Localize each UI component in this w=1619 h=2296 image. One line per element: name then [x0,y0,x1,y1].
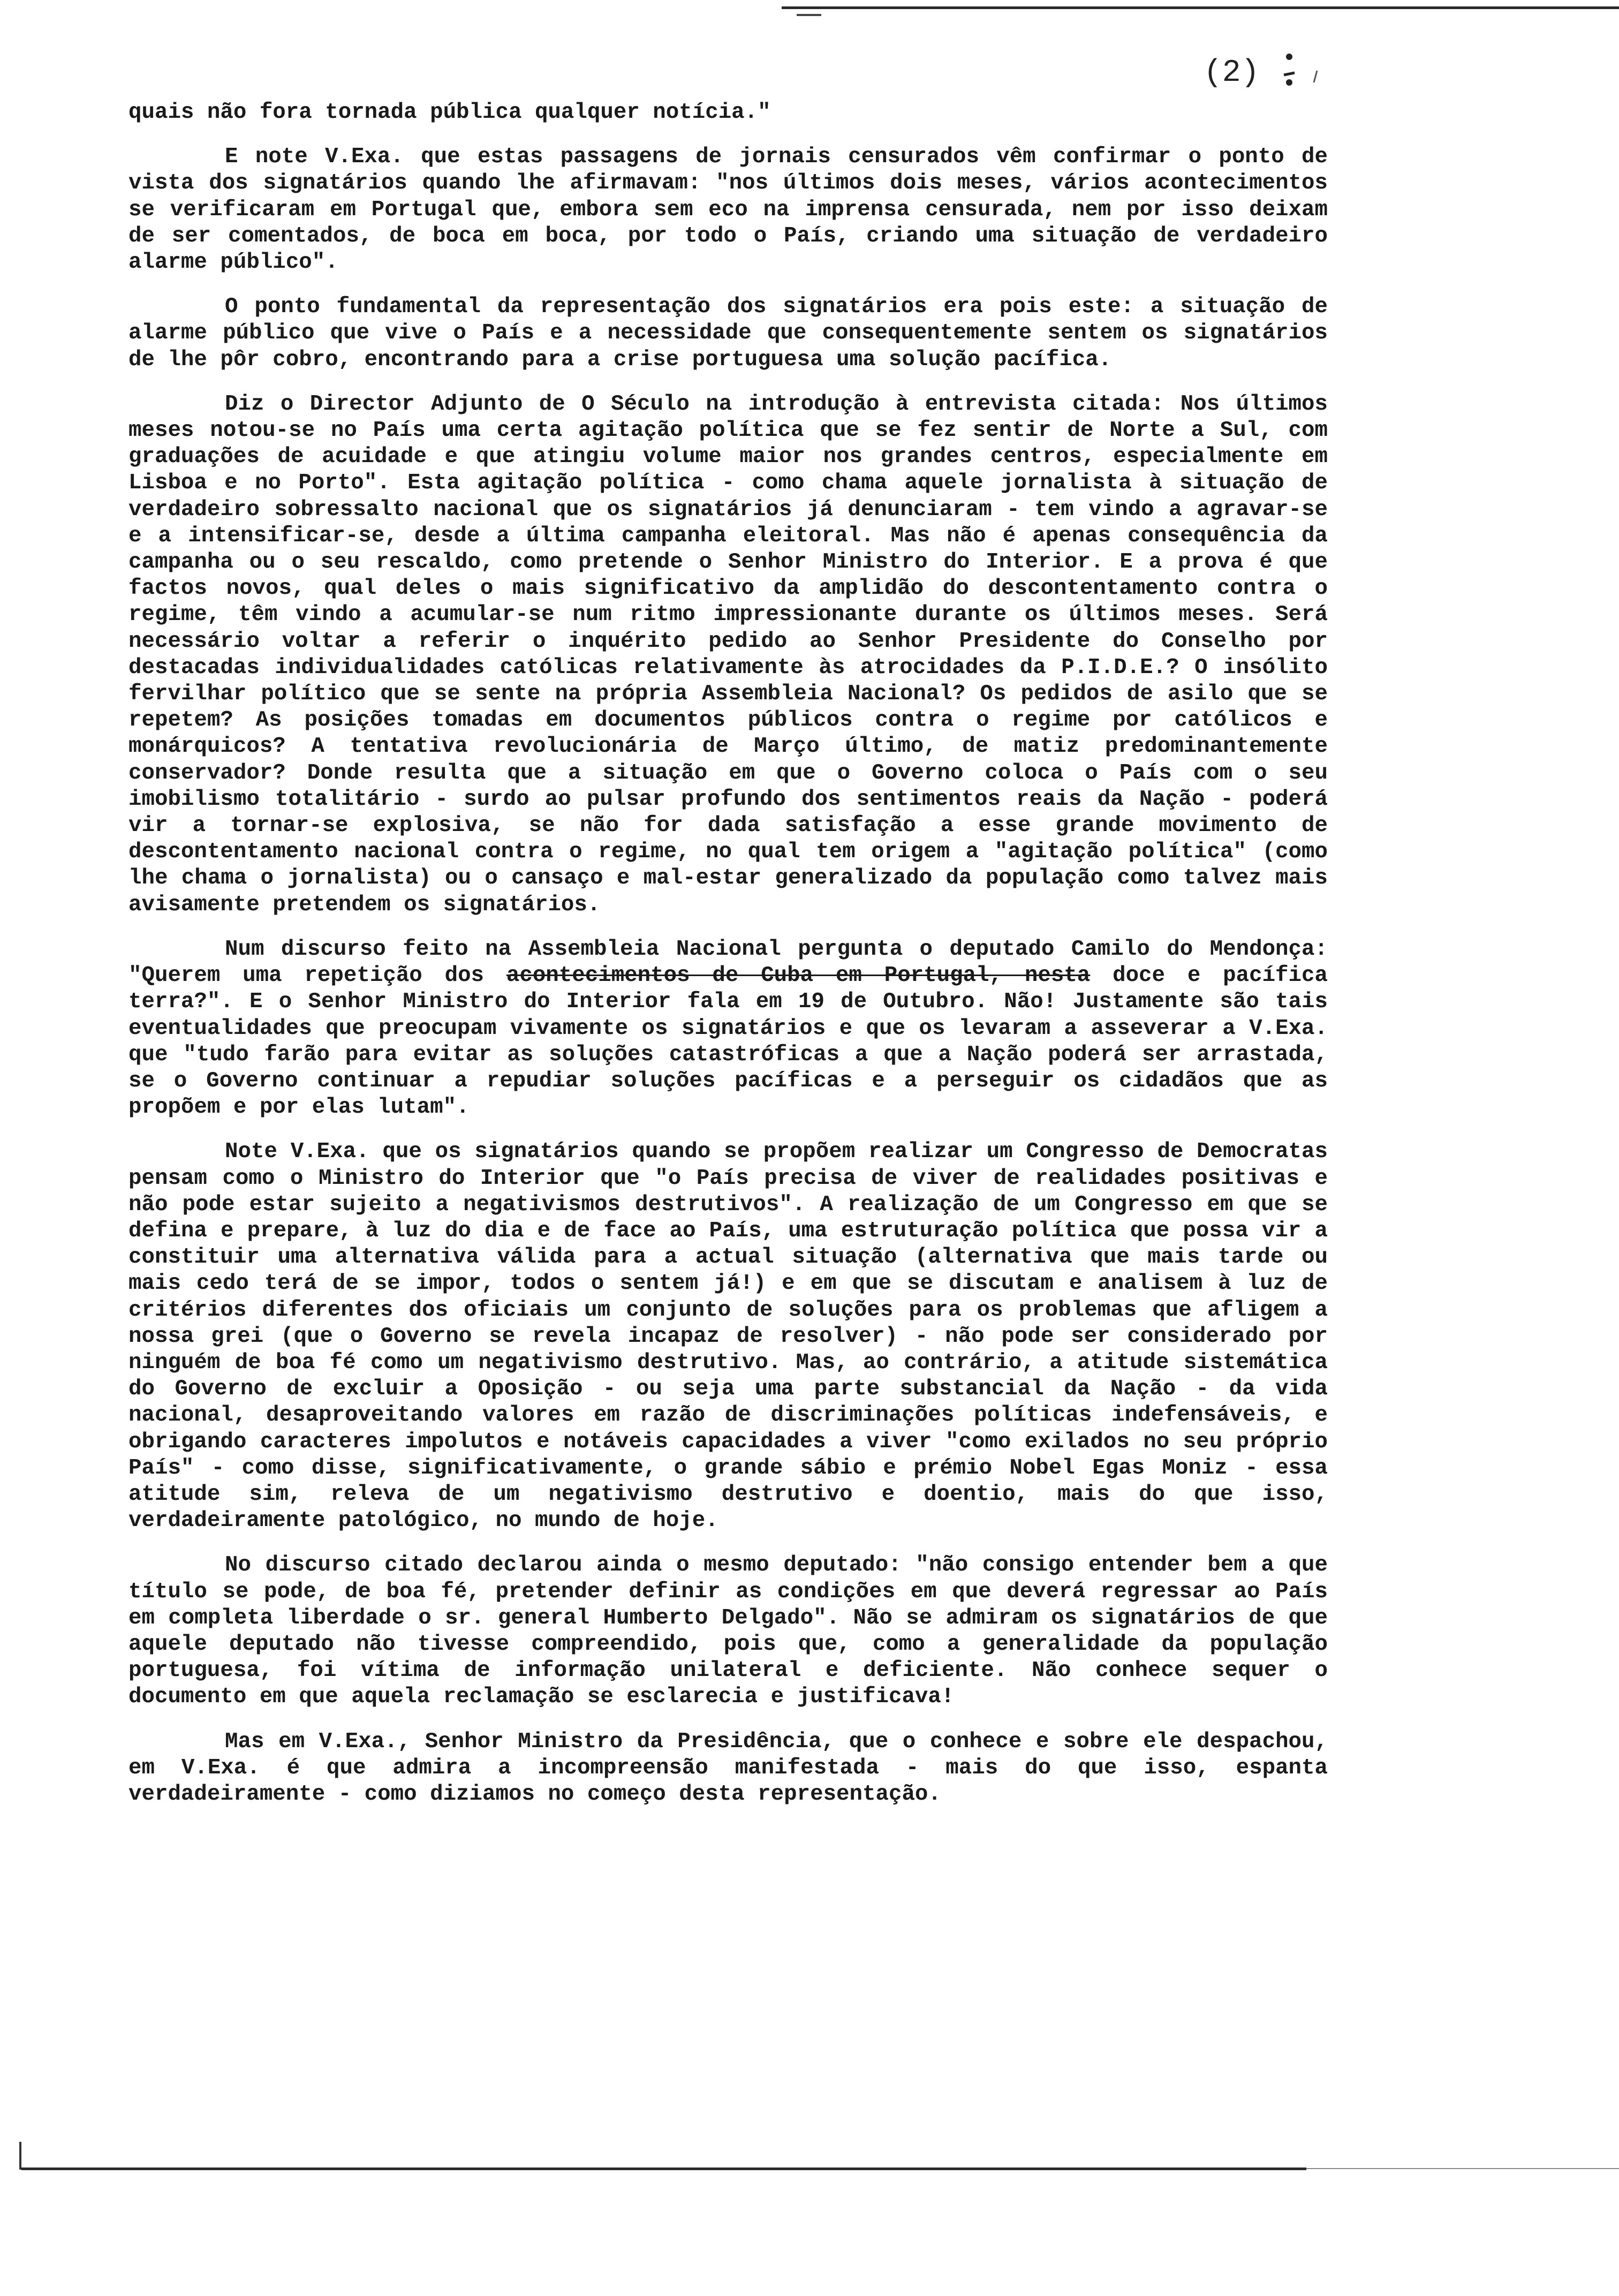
letter-body [128,100,1328,1826]
paragraph-congress-democrats: Note V.Exa. que os signatários quando se propõem realizar um Congresso de Democratas pensam como o Ministro do Interior que "o País precisa de viver de realidades positivas e não pode estar sujeito a negativismos destrutivos". A realização de um Congresso em que se defina e prepare, à luz do dia e de face ao País, uma estruturação política que possa vir a constituir uma alternativa válida para a actual situação (alternativa que mais tarde ou mais cedo terá de se impor, todos o sentem já!) e em que se discutam e analisem à luz de critérios diferentes dos oficiais um conjunto de soluções para os problemas que afligem a nossa grei (que o Governo se revela incapaz de resolver) - não pode ser considerado por ninguém de boa fé como um negativismo destrutivo. Mas, ao contrário, a atitude sistemática do Governo de excluir a Oposição - ou seja uma parte substancial da Nação - da vida nacional, desaproveitando valores em razão de discriminações políticas indefensáveis, e obrigando caracteres impolutos e notáveis capacidades a viver "como exilados no seu próprio País" - como disse, significativamente, o grande sábio e prémio Nobel Egas Moniz - essa atitude sim, releva de um negativismo destrutivo e doentio, mais do que isso, verdadeiramente patológico, no mundo de hoje. [128,1139,1328,1534]
page-number: (2) [1204,56,1260,90]
paragraph-director-seculo: Diz o Director Adjunto de O Século na introdução à entrevista citada: Nos últimos meses notou-se no País uma certa agitação política que se fez sentir de Norte a Sul, com graduações de acuidade e que atingiu volume maior nos grandes centros, especialmente em Lisboa e no Porto". Esta agitação política - como chama aquele jornalista à situação de verdadeiro sobressalto nacional que os signatários já denunciaram - tem vindo a agravar-se e a intensificar-se, desde a última campanha eleitoral. Mas não é apenas consequência da campanha ou o seu rescaldo, como pretende o Senhor Ministro do Interior. E a prova é que factos novos, qual deles o mais significativo da amplidão do descontentamento contra o regime, têm vindo a acumular-se num ritmo impressionante durante os últimos meses. Será necessário voltar a referir o inquérito pedido ao Senhor Presidente do Conselho por destacadas individualidades católicas relativamente às atrocidades da P.I.D.E.? O insólito fervilhar político que se sente na própria Assembleia Nacional? Os pedidos de asilo que se repetem? As posições tomadas em documentos públicos contra o regime por católicos e monárquicos? A tentativa revolucionária de Março último, de matiz predominantemente conservador? Donde resulta que a situação em que o Governo coloca o País com o seu imobilismo totalitário - surdo ao pulsar profundo dos sentimentos reais da Nação - poderá vir a tornar-se explosiva, se não for dada satisfação a esse grande movimento de descontentamento nacional contra o regime, no qual tem origem a "agitação política" (como lhe chama o jornalista) ou o cansaço e mal-estar generalizado da população como talvez mais avisamente pretendem os signatários. [128,391,1328,917]
paragraph-deputy-delgado: No discurso citado declarou ainda o mesmo deputado: "não consigo entender bem a que título se pode, de boa fé, pretender definir as condições em que deverá regressar ao País em completa liberdade o sr. general Humberto Delgado". Não se admiram os signatários de que aquele deputado não tivesse compreendido, pois que, como a generalidade da população portuguesa, foi vítima de informação unilateral e deficiente. Não conhece sequer o documento em que aquela reclamação se esclarecia e justificava! [128,1553,1328,1710]
top-border-line [782,6,1619,9]
bottom-left-corner-mark [19,2142,21,2170]
top-tick-mark [797,14,821,16]
paragraph-note-passages: E note V.Exa. que estas passagens de jornais censurados vêm confirmar o ponto de vista dos signatários quando lhe afirmavam: "nos últimos dois meses, vários acontecimentos se verificaram em Portugal que, embora sem eco na imprensa censurada, nem por isso deixam de ser comentados, de boca em boca, por todo o País, criando uma situação de verdadeiro alarme público". [128,145,1328,275]
bottom-border-line [21,2167,1306,2170]
paragraph-assembly-speech-start: Num discurso feito na Assembleia Nacional pergunta o deputado Camilo do Mendonça: "Querem uma repetição dos [128,936,1328,988]
paragraph-assembly-speech [128,936,1328,1121]
paragraph-fundamental-point: O ponto fundamental da representação dos signatários era pois este: a situação de alarme público que vive o País e a necessidade que consequentemente sentem os signatários de lhe pôr cobro, encontrando para a crise portuguesa uma solução pacífica. [128,294,1328,372]
paragraph-assembly-speech-end: doce e pacífica terra?". E o Senhor Ministro do Interior fala em 19 de Outubro. Não! Justamente são tais eventualidades que preocupam vivamente os signatários e que os levaram a asseverar a V.Exa. que "tudo farão para evitar as soluções catastróficas a que a Nação poderá ser arrastada, se o Governo continuar a repudiar soluções pacíficas e a perseguir os cidadãos que as propõem e por elas lutam". [128,963,1328,1120]
struck-through-text: acontecimentos de Cuba em Portugal, nesta [506,963,1091,988]
bottom-border-line-faint [1306,2168,1619,2169]
paragraph-continuation: quais não fora tornada pública qualquer notícia." [128,100,771,125]
paragraph-minister-presidency: Mas em V.Exa., Senhor Ministro da Presidência, que o conhece e sobre ele despachou, em V.Exa. é que admira a incompreensão manifestada - mais do que isso, espanta verdadeiramente - como diziamos no começo desta representação. [128,1729,1328,1807]
staple-mark-icon [1276,49,1325,103]
